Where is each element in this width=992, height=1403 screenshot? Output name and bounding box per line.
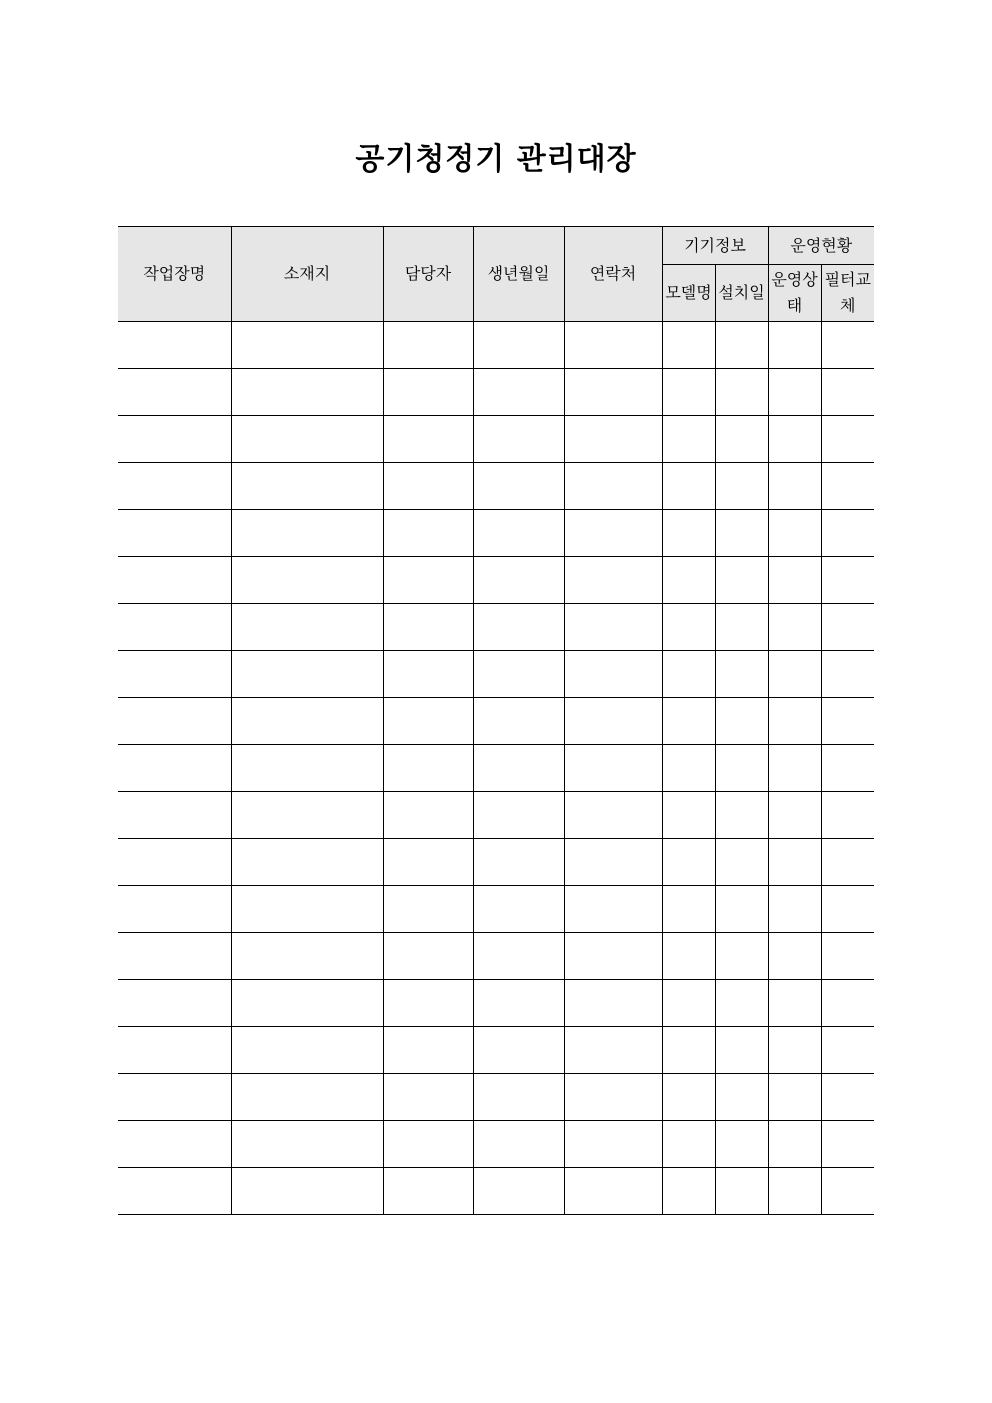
cell-install-date[interactable] bbox=[715, 651, 768, 698]
header-filter-replace: 필터교체 bbox=[821, 265, 874, 322]
cell-birth-date[interactable] bbox=[473, 839, 564, 886]
cell-install-date[interactable] bbox=[715, 792, 768, 839]
cell-location[interactable] bbox=[231, 980, 383, 1027]
cell-work-site[interactable] bbox=[118, 510, 231, 557]
cell-location[interactable] bbox=[231, 933, 383, 980]
cell-birth-date[interactable] bbox=[473, 510, 564, 557]
cell-op-state[interactable] bbox=[768, 980, 821, 1027]
cell-install-date[interactable] bbox=[715, 1074, 768, 1121]
cell-contact[interactable] bbox=[564, 933, 662, 980]
table-row bbox=[118, 886, 874, 933]
header-work-site: 작업장명 bbox=[118, 227, 231, 322]
cell-work-site[interactable] bbox=[118, 1121, 231, 1168]
cell-birth-date[interactable] bbox=[473, 322, 564, 369]
cell-model-name[interactable] bbox=[662, 604, 715, 651]
cell-location[interactable] bbox=[231, 557, 383, 604]
cell-location[interactable] bbox=[231, 1121, 383, 1168]
cell-work-site[interactable] bbox=[118, 886, 231, 933]
cell-filter-replace[interactable] bbox=[821, 322, 874, 369]
cell-location[interactable] bbox=[231, 1027, 383, 1074]
cell-location[interactable] bbox=[231, 886, 383, 933]
cell-op-state[interactable] bbox=[768, 557, 821, 604]
header-location: 소재지 bbox=[231, 227, 383, 322]
cell-location[interactable] bbox=[231, 792, 383, 839]
cell-manager[interactable] bbox=[383, 369, 473, 416]
cell-work-site[interactable] bbox=[118, 463, 231, 510]
cell-contact[interactable] bbox=[564, 698, 662, 745]
cell-contact[interactable] bbox=[564, 792, 662, 839]
cell-location[interactable] bbox=[231, 698, 383, 745]
cell-contact[interactable] bbox=[564, 604, 662, 651]
cell-filter-replace[interactable] bbox=[821, 369, 874, 416]
cell-model-name[interactable] bbox=[662, 980, 715, 1027]
cell-work-site[interactable] bbox=[118, 839, 231, 886]
cell-birth-date[interactable] bbox=[473, 416, 564, 463]
table-row bbox=[118, 1121, 874, 1168]
cell-filter-replace[interactable] bbox=[821, 1168, 874, 1215]
cell-install-date[interactable] bbox=[715, 416, 768, 463]
table-row bbox=[118, 745, 874, 792]
cell-op-state[interactable] bbox=[768, 1168, 821, 1215]
cell-work-site[interactable] bbox=[118, 698, 231, 745]
cell-location[interactable] bbox=[231, 322, 383, 369]
cell-model-name[interactable] bbox=[662, 745, 715, 792]
cell-op-state[interactable] bbox=[768, 745, 821, 792]
cell-filter-replace[interactable] bbox=[821, 839, 874, 886]
header-manager: 담당자 bbox=[383, 227, 473, 322]
cell-install-date[interactable] bbox=[715, 886, 768, 933]
cell-filter-replace[interactable] bbox=[821, 651, 874, 698]
header-install-date: 설치일 bbox=[715, 265, 768, 322]
cell-op-state[interactable] bbox=[768, 1027, 821, 1074]
cell-work-site[interactable] bbox=[118, 416, 231, 463]
cell-model-name[interactable] bbox=[662, 839, 715, 886]
cell-manager[interactable] bbox=[383, 745, 473, 792]
cell-birth-date[interactable] bbox=[473, 980, 564, 1027]
cell-op-state[interactable] bbox=[768, 416, 821, 463]
header-birth-date: 생년월일 bbox=[473, 227, 564, 322]
cell-op-state[interactable] bbox=[768, 651, 821, 698]
cell-work-site[interactable] bbox=[118, 369, 231, 416]
air-purifier-ledger-table bbox=[118, 226, 874, 1215]
cell-model-name[interactable] bbox=[662, 322, 715, 369]
cell-model-name[interactable] bbox=[662, 792, 715, 839]
header-op-state: 운영상태 bbox=[768, 265, 821, 322]
cell-model-name[interactable] bbox=[662, 510, 715, 557]
cell-location[interactable] bbox=[231, 510, 383, 557]
cell-install-date[interactable] bbox=[715, 557, 768, 604]
cell-model-name[interactable] bbox=[662, 463, 715, 510]
cell-install-date[interactable] bbox=[715, 698, 768, 745]
cell-model-name[interactable] bbox=[662, 933, 715, 980]
cell-manager[interactable] bbox=[383, 510, 473, 557]
cell-install-date[interactable] bbox=[715, 604, 768, 651]
cell-op-state[interactable] bbox=[768, 933, 821, 980]
cell-location[interactable] bbox=[231, 463, 383, 510]
cell-filter-replace[interactable] bbox=[821, 933, 874, 980]
cell-op-state[interactable] bbox=[768, 369, 821, 416]
cell-location[interactable] bbox=[231, 1074, 383, 1121]
cell-work-site[interactable] bbox=[118, 322, 231, 369]
cell-manager[interactable] bbox=[383, 604, 473, 651]
cell-manager[interactable] bbox=[383, 886, 473, 933]
cell-birth-date[interactable] bbox=[473, 651, 564, 698]
cell-manager[interactable] bbox=[383, 1027, 473, 1074]
cell-location[interactable] bbox=[231, 651, 383, 698]
cell-model-name[interactable] bbox=[662, 1121, 715, 1168]
cell-work-site[interactable] bbox=[118, 557, 231, 604]
table-row bbox=[118, 416, 874, 463]
cell-location[interactable] bbox=[231, 604, 383, 651]
cell-install-date[interactable] bbox=[715, 1121, 768, 1168]
cell-contact[interactable] bbox=[564, 1121, 662, 1168]
cell-manager[interactable] bbox=[383, 839, 473, 886]
cell-filter-replace[interactable] bbox=[821, 886, 874, 933]
cell-filter-replace[interactable] bbox=[821, 1074, 874, 1121]
cell-location[interactable] bbox=[231, 839, 383, 886]
cell-manager[interactable] bbox=[383, 792, 473, 839]
table-row bbox=[118, 698, 874, 745]
cell-work-site[interactable] bbox=[118, 1168, 231, 1215]
cell-op-state[interactable] bbox=[768, 604, 821, 651]
cell-manager[interactable] bbox=[383, 698, 473, 745]
cell-filter-replace[interactable] bbox=[821, 980, 874, 1027]
cell-location[interactable] bbox=[231, 1168, 383, 1215]
cell-work-site[interactable] bbox=[118, 1027, 231, 1074]
cell-contact[interactable] bbox=[564, 839, 662, 886]
table-row bbox=[118, 557, 874, 604]
cell-model-name[interactable] bbox=[662, 557, 715, 604]
table-row bbox=[118, 1027, 874, 1074]
cell-work-site[interactable] bbox=[118, 745, 231, 792]
cell-filter-replace[interactable] bbox=[821, 1121, 874, 1168]
cell-birth-date[interactable] bbox=[473, 698, 564, 745]
cell-contact[interactable] bbox=[564, 463, 662, 510]
page-title: 공기청정기 관리대장 bbox=[355, 142, 637, 177]
cell-manager[interactable] bbox=[383, 322, 473, 369]
cell-install-date[interactable] bbox=[715, 510, 768, 557]
cell-model-name[interactable] bbox=[662, 886, 715, 933]
cell-birth-date[interactable] bbox=[473, 463, 564, 510]
cell-contact[interactable] bbox=[564, 1074, 662, 1121]
table-row bbox=[118, 1074, 874, 1121]
cell-manager[interactable] bbox=[383, 651, 473, 698]
cell-model-name[interactable] bbox=[662, 1027, 715, 1074]
table-row bbox=[118, 651, 874, 698]
cell-location[interactable] bbox=[231, 369, 383, 416]
header-operation-status: 운영현황 bbox=[768, 227, 874, 265]
table-row bbox=[118, 792, 874, 839]
cell-work-site[interactable] bbox=[118, 1074, 231, 1121]
cell-contact[interactable] bbox=[564, 369, 662, 416]
cell-contact[interactable] bbox=[564, 745, 662, 792]
cell-work-site[interactable] bbox=[118, 651, 231, 698]
cell-filter-replace[interactable] bbox=[821, 792, 874, 839]
cell-install-date[interactable] bbox=[715, 839, 768, 886]
cell-filter-replace[interactable] bbox=[821, 510, 874, 557]
table-row bbox=[118, 322, 874, 369]
table-row bbox=[118, 463, 874, 510]
cell-manager[interactable] bbox=[383, 557, 473, 604]
header-contact: 연락처 bbox=[564, 227, 662, 322]
cell-birth-date[interactable] bbox=[473, 557, 564, 604]
table-row bbox=[118, 369, 874, 416]
cell-birth-date[interactable] bbox=[473, 1074, 564, 1121]
cell-manager[interactable] bbox=[383, 1168, 473, 1215]
cell-filter-replace[interactable] bbox=[821, 745, 874, 792]
cell-contact[interactable] bbox=[564, 416, 662, 463]
cell-op-state[interactable] bbox=[768, 886, 821, 933]
cell-location[interactable] bbox=[231, 745, 383, 792]
table-row bbox=[118, 839, 874, 886]
table-row bbox=[118, 510, 874, 557]
cell-model-name[interactable] bbox=[662, 416, 715, 463]
cell-model-name[interactable] bbox=[662, 651, 715, 698]
cell-contact[interactable] bbox=[564, 1027, 662, 1074]
cell-install-date[interactable] bbox=[715, 369, 768, 416]
cell-contact[interactable] bbox=[564, 1168, 662, 1215]
cell-manager[interactable] bbox=[383, 463, 473, 510]
cell-install-date[interactable] bbox=[715, 463, 768, 510]
cell-model-name[interactable] bbox=[662, 1168, 715, 1215]
cell-location[interactable] bbox=[231, 416, 383, 463]
cell-model-name[interactable] bbox=[662, 698, 715, 745]
cell-contact[interactable] bbox=[564, 557, 662, 604]
table-row bbox=[118, 933, 874, 980]
cell-op-state[interactable] bbox=[768, 792, 821, 839]
cell-op-state[interactable] bbox=[768, 839, 821, 886]
cell-work-site[interactable] bbox=[118, 604, 231, 651]
table-row bbox=[118, 980, 874, 1027]
header-device-info: 기기정보 bbox=[662, 227, 768, 265]
cell-manager[interactable] bbox=[383, 1074, 473, 1121]
cell-contact[interactable] bbox=[564, 886, 662, 933]
cell-birth-date[interactable] bbox=[473, 745, 564, 792]
cell-birth-date[interactable] bbox=[473, 1168, 564, 1215]
cell-contact[interactable] bbox=[564, 651, 662, 698]
cell-filter-replace[interactable] bbox=[821, 416, 874, 463]
cell-filter-replace[interactable] bbox=[821, 557, 874, 604]
cell-filter-replace[interactable] bbox=[821, 698, 874, 745]
cell-manager[interactable] bbox=[383, 933, 473, 980]
cell-contact[interactable] bbox=[564, 980, 662, 1027]
cell-op-state[interactable] bbox=[768, 1074, 821, 1121]
cell-work-site[interactable] bbox=[118, 792, 231, 839]
table-row bbox=[118, 604, 874, 651]
cell-install-date[interactable] bbox=[715, 1168, 768, 1215]
cell-birth-date[interactable] bbox=[473, 369, 564, 416]
cell-contact[interactable] bbox=[564, 322, 662, 369]
ledger-body bbox=[118, 322, 874, 1215]
cell-filter-replace[interactable] bbox=[821, 1027, 874, 1074]
cell-contact[interactable] bbox=[564, 510, 662, 557]
cell-op-state[interactable] bbox=[768, 1121, 821, 1168]
cell-model-name[interactable] bbox=[662, 369, 715, 416]
cell-install-date[interactable] bbox=[715, 322, 768, 369]
cell-work-site[interactable] bbox=[118, 980, 231, 1027]
cell-op-state[interactable] bbox=[768, 322, 821, 369]
cell-birth-date[interactable] bbox=[473, 792, 564, 839]
cell-birth-date[interactable] bbox=[473, 1027, 564, 1074]
header-row-top bbox=[118, 227, 874, 265]
cell-install-date[interactable] bbox=[715, 933, 768, 980]
cell-op-state[interactable] bbox=[768, 510, 821, 557]
cell-work-site[interactable] bbox=[118, 933, 231, 980]
cell-manager[interactable] bbox=[383, 416, 473, 463]
cell-install-date[interactable] bbox=[715, 980, 768, 1027]
cell-install-date[interactable] bbox=[715, 745, 768, 792]
cell-birth-date[interactable] bbox=[473, 933, 564, 980]
cell-birth-date[interactable] bbox=[473, 604, 564, 651]
cell-birth-date[interactable] bbox=[473, 1121, 564, 1168]
cell-manager[interactable] bbox=[383, 980, 473, 1027]
cell-op-state[interactable] bbox=[768, 463, 821, 510]
cell-filter-replace[interactable] bbox=[821, 463, 874, 510]
cell-op-state[interactable] bbox=[768, 698, 821, 745]
cell-filter-replace[interactable] bbox=[821, 604, 874, 651]
table-row bbox=[118, 1168, 874, 1215]
cell-birth-date[interactable] bbox=[473, 886, 564, 933]
header-model-name: 모델명 bbox=[662, 265, 715, 322]
cell-manager[interactable] bbox=[383, 1121, 473, 1168]
cell-model-name[interactable] bbox=[662, 1074, 715, 1121]
cell-install-date[interactable] bbox=[715, 1027, 768, 1074]
